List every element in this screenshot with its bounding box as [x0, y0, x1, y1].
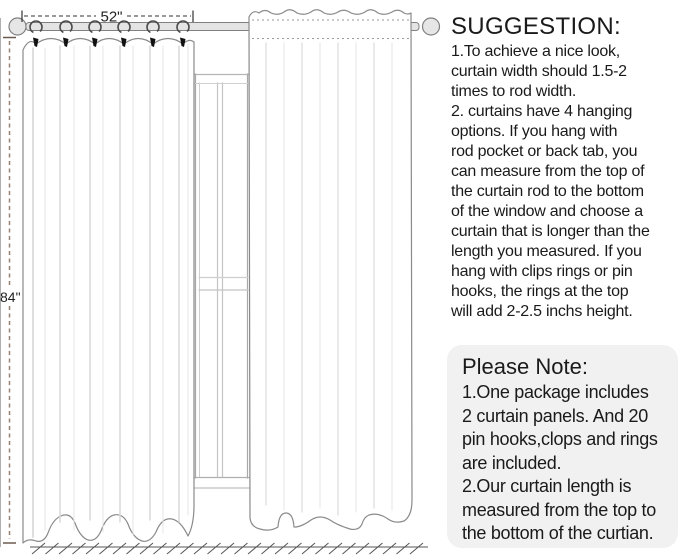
floor-hatching	[32, 543, 423, 554]
please-note-title: Please Note:	[462, 354, 588, 379]
suggestion-line: can measure from the top of	[451, 163, 645, 180]
please-note-line: pin hooks,clops and rings	[462, 429, 658, 449]
please-note-line: the bottom of the curtian.	[462, 523, 654, 543]
curtain-length-label: 84"	[0, 289, 21, 305]
right-finial	[423, 18, 440, 35]
please-note-line: measured from the top to	[462, 499, 656, 520]
please-note-line: 2.Our curtain length is	[462, 476, 632, 496]
suggestion-line: hang with clips rings or pin	[451, 263, 633, 280]
rod-width-label: 52"	[100, 8, 123, 26]
suggestion-line: of the window and choose a	[451, 203, 643, 220]
suggestion-line: 2. curtains have 4 hanging	[451, 103, 633, 120]
suggestion-line: curtain that is longer than the	[451, 223, 650, 240]
suggestion-line: times to rod width.	[451, 83, 577, 100]
please-note-line: 2 curtain panels. And 20	[462, 405, 648, 426]
please-note-line: are included.	[462, 452, 562, 473]
please-note-line: 1.One package includes	[462, 382, 649, 402]
suggestion-line: will add 2-2.5 inchs height.	[451, 303, 633, 320]
suggestion-line: hooks, the rings at the top	[451, 283, 629, 300]
right-curtain-panel	[249, 10, 412, 530]
suggestion-section	[451, 14, 679, 322]
suggestion-line: length you measured. If you	[451, 243, 642, 260]
suggestion-line: options. If you hang with	[451, 123, 618, 140]
floor	[30, 543, 428, 554]
left-curtain-panel	[23, 39, 194, 544]
curtain-length-measure	[0, 38, 21, 544]
suggestion-title: SUGGESTION:	[451, 13, 621, 40]
suggestion-line: the curtain rod to the bottom	[451, 183, 644, 200]
suggestion-line: 1.To achieve a nice look,	[451, 43, 620, 60]
window-frame	[192, 74, 252, 488]
left-finial	[9, 18, 26, 35]
suggestion-line: rod pocket or back tab, you	[451, 143, 638, 160]
suggestion-line: curtain width should 1.5-2	[451, 63, 627, 80]
please-note-box	[447, 345, 678, 548]
